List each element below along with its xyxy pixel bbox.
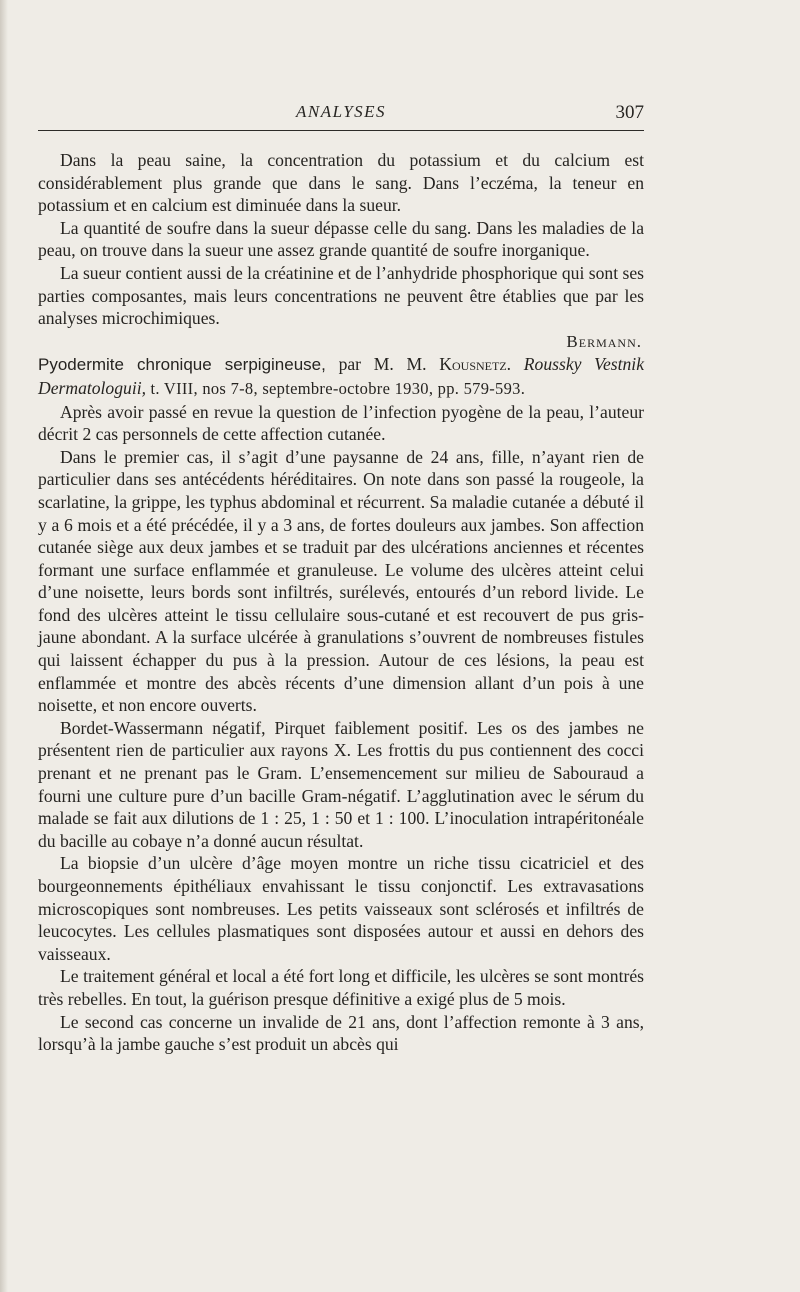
body-text xyxy=(38,149,644,1056)
article-author-prefix: par M. M. xyxy=(325,354,440,375)
paragraph: Dans la peau saine, la concentration du potassium et du calcium est considérablement plus grande que dans le sang. Dans l’eczéma, la teneur en potassium et en calcium est diminuée dans la sueur. xyxy=(38,150,644,216)
article-journal: Rousskу Vestnik Dermatologuii, xyxy=(38,354,645,398)
article-details: t. VIII, nos 7-8, septembre-octobre 1930, pp. 579-593. xyxy=(146,378,526,398)
paragraph: Dans le premier cas, il s’agit d’une paysanne de 24 ans, fille, n’ayant rien de particulier dans ses antécédents héréditaires. On note dans son passé la rougeole, la scarlatine, la grippe, les typhus abdominal et récurrent. Sa maladie cutanée a débuté il y a 6 mois et a été précédée, il y a 3 ans, de fortes douleurs aux jambes. Son affection cutanée siège aux deux jambes et se traduit par des ulcérations anciennes et récentes formant une surface enflammée et granuleuse. Le volume des ulcères atteint celui d’une noisette, leurs bords sont infiltrés, surélevés, entourés d’un rebord livide. Le fond des ulcères atteint le tissu cellulaire sous-cutané et est recouvert de pus gris-jaune abondant. A la surface ulcérée à granulations s’ouvrent de nombreuses fistules qui laissent échapper du pus à la pression. Autour de ces lésions, la peau est enflammée et montre des abcès récents d’une dimension allant d’un pois à une noisette, et non encore ouverts. xyxy=(38,446,644,716)
paragraph: Le traitement général et local a été fort long et difficile, les ulcères se sont montrés très rebelles. En tout, la guérison presque définitive a exigé plus de 5 mois. xyxy=(38,966,644,1009)
article-author-suffix: . xyxy=(506,354,524,375)
running-header xyxy=(38,100,644,131)
article-author: Kousnetz xyxy=(439,354,507,375)
paragraph: La biopsie d’un ulcère d’âge moyen montre un riche tissu cicatriciel et des bourgeonnements épithéliaux envahissant le tissu conjonctif. Les extravasations microscopiques sont nombreuses. Les petits vaisseaux sont sclérosés et infiltrés de leucocytes. Les cellules plasmatiques sont disposées autour et aussi en dehors des vaisseaux. xyxy=(38,853,644,964)
paragraph: La quantité de soufre dans la sueur dépasse celle du sang. Dans les maladies de la peau, on trouve dans la sueur une assez grande quantité de soufre inorganique. xyxy=(38,217,644,261)
page xyxy=(38,100,644,1056)
paragraph: Le second cas concerne un invalide de 21 ans, dont l’affection remonte à 3 ans, lorsqu’à la jambe gauche s’est produit un abcès qui xyxy=(38,1011,644,1055)
scan-edge xyxy=(0,0,8,1292)
paragraph: Bordet-Wassermann négatif, Pirquet faiblement positif. Les os des jambes ne présentent rien de particulier aux rayons X. Les frottis du pus contiennent des cocci prenant et ne prenant pas le Gram. L’ensemencement sur milieu de Sabouraud a fourni une culture pure d’un bacille Gram-négatif. L’agglutination avec le sérum du malade se fait aux dilutions de 1 : 25, 1 : 50 et 1 : 100. L’inoculation intrapéritonéale du bacille au cobaye n’a donné aucun résultat. xyxy=(38,717,644,851)
article-title: Pyodermite chronique serpigineuse, xyxy=(38,355,326,375)
page-number: 307 xyxy=(615,102,644,123)
paragraph: Après avoir passé en revue la question de l’infection pyogène de la peau, l’auteur décrit 2 cas personnels de cette affection cutanée. xyxy=(38,401,644,445)
paragraph: La sueur contient aussi de la créatinine et de l’anhydride phosphorique qui sont ses parties composantes, mais leurs concentrations ne peuvent être établies que par les analyses microchimiques. xyxy=(38,262,644,329)
article-heading xyxy=(38,353,644,400)
signature: Bermann. xyxy=(566,331,642,351)
running-title: ANALYSES xyxy=(295,102,387,121)
